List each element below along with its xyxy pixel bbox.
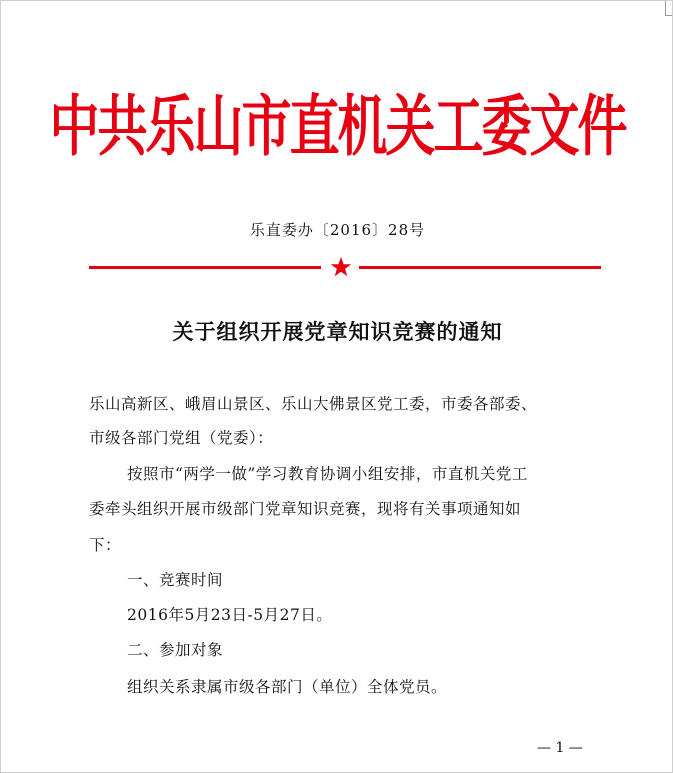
page-number: — 1 — <box>537 740 583 756</box>
recipients-line-2: 市级各部门党组（党委）： <box>89 429 274 447</box>
intro-line-1: 按照市“两学一做”学习教育协调小组安排，市直机关党工 <box>127 465 528 483</box>
intro-line-3: 下： <box>89 536 122 554</box>
star-icon <box>330 256 352 278</box>
section-heading-time: 一、竞赛时间 <box>127 571 224 589</box>
section-heading-participants: 二、参加对象 <box>127 641 224 659</box>
section-content-time: 2016年5月23日-5月27日。 <box>127 606 333 624</box>
org-header-title: 中共乐山市直机关工委文件 <box>49 88 626 165</box>
red-divider-right <box>359 266 601 269</box>
notice-title: 关于组织开展党章知识竞赛的通知 <box>172 319 503 344</box>
red-divider-left <box>89 266 321 269</box>
document-number: 乐直委办〔2016〕28号 <box>249 221 426 239</box>
section-content-participants: 组织关系隶属市级各部门（单位）全体党员。 <box>127 678 448 696</box>
recipients-line-1: 乐山高新区、峨眉山景区、乐山大佛景区党工委，市委各部委、 <box>89 395 538 413</box>
intro-line-2: 委牵头组织开展市级部门党章知识竞赛，现将有关事项通知如 <box>89 500 522 518</box>
page-corner-mark <box>665 1 672 16</box>
